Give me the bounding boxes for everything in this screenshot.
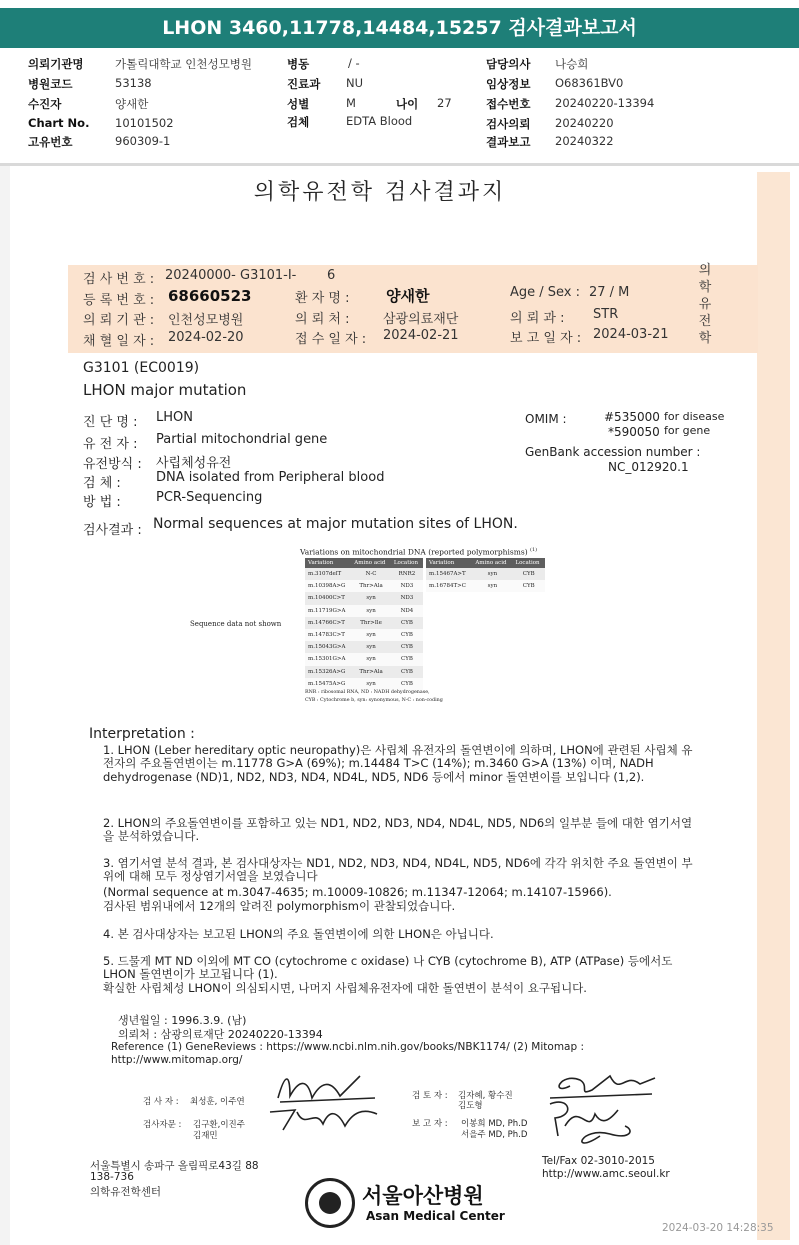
reviewer-label: 검 토 자 : xyxy=(412,1091,448,1101)
gene-label: 유 전 자 : xyxy=(83,437,138,452)
omim-disease-note: for disease xyxy=(664,410,725,423)
req-org: 인천성모병원 xyxy=(168,313,244,328)
age-sex-label: Age / Sex : xyxy=(510,285,581,300)
table-row xyxy=(305,666,423,678)
address-line-2: 138-736 xyxy=(90,1171,134,1183)
reviewer: 김자혜, 황수진 xyxy=(458,1091,513,1101)
reviewer-2: 김도형 xyxy=(458,1101,483,1111)
table-cell: RNR2 xyxy=(391,568,423,580)
table-cell: m.3107delT xyxy=(305,568,351,580)
table-cell: m.15326A>G xyxy=(305,666,351,678)
document-title: 의학유전학 검사결과지 xyxy=(253,180,507,205)
side-margin xyxy=(757,172,790,1240)
table-cell: m.15301G>A xyxy=(305,653,351,665)
label-doctor: 담당의사 xyxy=(486,57,531,71)
label-request-date: 검사의뢰 xyxy=(486,117,531,131)
table-cell: CYB xyxy=(391,617,423,629)
table-footnote-1: RNR : ribosomal RNA, ND : NADH dehydrogenase, xyxy=(305,690,430,695)
table-row xyxy=(305,641,423,653)
table-cell: CYB xyxy=(391,678,423,690)
value-patient: 양새한 xyxy=(115,97,149,111)
recv-date: 2024-02-21 xyxy=(383,328,459,343)
diagnosis: LHON xyxy=(156,410,193,425)
table-cell: m.16784T>C xyxy=(426,580,472,592)
address-line-1: 서울특별시 송파구 올림픽로43길 88 xyxy=(90,1160,259,1172)
patient-name: 양새한 xyxy=(386,287,430,305)
draw-date: 2024-02-20 xyxy=(168,330,244,345)
interpretation-5: 5. 드물게 MT ND 이외에 MT CO (cytochrome c oxidase) 나 CYB (cytochrome B), ATP (ATPase) 등에서도 LHON 돌연변이가 보고됩니다 (1). xyxy=(103,954,673,982)
table-cell: CYB xyxy=(391,666,423,678)
consultant-signature xyxy=(265,1100,385,1136)
col-variation: Variation xyxy=(426,558,472,568)
variation-table-right xyxy=(426,558,545,592)
table-cell: CYB xyxy=(512,568,545,580)
table-cell: syn xyxy=(351,629,391,641)
header-info xyxy=(0,56,799,156)
value-age: 27 xyxy=(437,96,452,110)
table-row xyxy=(305,568,423,580)
table-row xyxy=(305,629,423,641)
col-location: Location xyxy=(391,558,423,568)
reg-no-label: 등 록 번 호 : xyxy=(83,293,155,308)
test-code: G3101 (EC0019) xyxy=(83,360,200,376)
table-cell: m.15475A>G xyxy=(305,678,351,690)
method-label: 방 법 : xyxy=(83,495,121,510)
specimen-label: 검 체 : xyxy=(83,476,121,491)
reporter-label: 보 고 자 : xyxy=(412,1119,448,1129)
interpretation-3: 3. 염기서열 분석 결과, 본 검사대상자는 ND1, ND2, ND3, ND4, ND4L, ND5, ND6에 각각 위치한 주요 돌연변이 부위에 대해 모두 정상염기서열을 보였습니다 xyxy=(103,856,693,884)
value-request-date: 20240220 xyxy=(555,116,614,130)
label-sex: 성별 xyxy=(287,97,310,111)
hospital-name-en: Asan Medical Center xyxy=(366,1209,505,1223)
printed-at: 2024-03-20 14:28:35 xyxy=(662,1222,774,1234)
label-clinical-info: 임상정보 xyxy=(486,77,531,91)
value-clinical-info: O68361BV0 xyxy=(555,76,624,90)
website: http://www.amc.seoul.kr xyxy=(542,1168,670,1180)
value-specimen: EDTA Blood xyxy=(346,114,413,128)
header-divider xyxy=(0,163,799,166)
address-line-3: 의학유전학센터 xyxy=(90,1186,162,1198)
report-date: 2024-03-21 xyxy=(593,327,669,342)
value-sex: M xyxy=(346,96,356,110)
omim-gene-note: for gene xyxy=(664,424,711,437)
interpretation-3-polymorphism: 검사된 범위내에서 12개의 알려진 polymorphism이 관찰되었습니다. xyxy=(103,899,456,913)
table-cell: ND3 xyxy=(391,580,423,592)
interpretation-3-ranges: (Normal sequence at m.3047-4635; m.10009-10826; m.11347-12064; m.14107-15966). xyxy=(103,885,612,899)
table-cell: m.14766C>T xyxy=(305,617,351,629)
table-cell: m.10398A>G xyxy=(305,580,351,592)
omim-disease: #535000 xyxy=(604,410,660,424)
col-amino-acid: Amino acid xyxy=(351,558,391,568)
table-row xyxy=(305,653,423,665)
value-requester-org: 가톨릭대학교 인천성모병원 xyxy=(115,57,252,71)
table-cell: CYB xyxy=(512,580,545,592)
tel-fax: Tel/Fax 02-3010-2015 xyxy=(542,1155,655,1167)
table-cell: ND4 xyxy=(391,605,423,617)
report-date-label: 보 고 일 자 : xyxy=(510,331,582,346)
table-row xyxy=(305,617,423,629)
dept-label: 의 뢰 과 : xyxy=(510,311,565,326)
table-row xyxy=(305,605,423,617)
label-patient: 수진자 xyxy=(28,97,62,111)
interpretation-title: Interpretation : xyxy=(89,726,195,742)
table-cell: N-C xyxy=(351,568,391,580)
value-hospital-code: 53138 xyxy=(115,76,152,90)
label-unique-no: 고유번호 xyxy=(28,135,73,149)
age-sex: 27 / M xyxy=(589,285,630,300)
exam-no: 20240000- G3101-I- xyxy=(165,268,297,283)
reporter: 이봉희 MD, Ph.D xyxy=(461,1119,528,1129)
dept: STR xyxy=(593,307,619,322)
label-age: 나이 xyxy=(396,97,419,111)
consultant: 김구환,이진주 xyxy=(193,1120,245,1130)
table-cell: Thr>Ala xyxy=(351,580,391,592)
name-label: 환 자 명 : xyxy=(295,291,350,306)
table-cell: syn xyxy=(351,641,391,653)
interpretation-4: 4. 본 검사대상자는 보고된 LHON의 주요 돌연변이에 의한 LHON은 아닙니다. xyxy=(103,927,494,941)
table-cell: m.10400C>T xyxy=(305,592,351,604)
table-cell: Thr>Ala xyxy=(351,666,391,678)
consultant-2: 김재민 xyxy=(193,1131,218,1141)
recv-date-label: 접 수 일 자 : xyxy=(295,332,367,347)
table-footnote-2: CYB : Cytochrome b, syn: synonymous, N-C : non-coding xyxy=(305,698,443,703)
label-report-date: 결과보고 xyxy=(486,135,531,149)
label-receipt-no: 접수번호 xyxy=(486,97,531,111)
label-department: 진료과 xyxy=(287,77,321,91)
label-ward: 병동 xyxy=(287,57,310,71)
value-chart-no: 10101502 xyxy=(115,116,174,130)
asan-foundation-logo xyxy=(305,1178,355,1228)
table-cell: Thr>Ile xyxy=(351,617,391,629)
result: Normal sequences at major mutation sites of LHON. xyxy=(153,516,518,532)
table-cell: syn xyxy=(472,568,512,580)
label-chart-no: Chart No. xyxy=(28,116,90,130)
table-row xyxy=(305,678,423,690)
scan-edge xyxy=(0,166,10,1245)
table-row xyxy=(305,592,423,604)
value-receipt-no: 20240220-13394 xyxy=(555,96,655,110)
req-place-label: 의 뢰 처 : xyxy=(295,312,350,327)
value-ward: / - xyxy=(348,56,360,70)
col-amino-acid: Amino acid xyxy=(472,558,512,568)
col-variation: Variation xyxy=(305,558,351,568)
variation-caption: Variations on mitochondrial DNA (reported polymorphisms) $^{(1)}$ xyxy=(300,547,538,557)
reporter-2: 서을주 MD, Ph.D xyxy=(461,1130,528,1140)
table-cell: m.14783C>T xyxy=(305,629,351,641)
value-report-date: 20240322 xyxy=(555,134,614,148)
requester: 의뢰처 : 삼광의료재단 20240220-13394 xyxy=(118,1028,323,1041)
exam-no-suffix: 6 xyxy=(327,268,336,283)
table-row xyxy=(426,568,545,580)
gene: Partial mitochondrial gene xyxy=(156,432,328,447)
value-doctor: 나승희 xyxy=(555,57,589,71)
req-place: 삼광의료재단 xyxy=(383,312,459,327)
reference: Reference (1) GeneReviews : https://www.ncbi.nlm.nih.gov/books/NBK1174/ (2) Mitomap : http://www.mitomap.org/ xyxy=(111,1041,585,1066)
table-cell: m.15043G>A xyxy=(305,641,351,653)
table-cell: ND3 xyxy=(391,592,423,604)
test-name: LHON major mutation xyxy=(83,381,247,399)
omim-gene: *590050 xyxy=(608,425,660,439)
side-vertical-text: 의 학 유 전 학 xyxy=(698,263,712,346)
birth-date: 생년월일 : 1996.3.9. (남) xyxy=(118,1014,247,1027)
specimen: DNA isolated from Peripheral blood xyxy=(156,470,385,485)
req-org-label: 의 뢰 기 관 : xyxy=(83,313,155,328)
table-row xyxy=(426,580,545,592)
table-cell: syn xyxy=(351,605,391,617)
col-location: Location xyxy=(512,558,545,568)
value-department: NU xyxy=(346,76,364,90)
interpretation-5-note: 확실한 사립체성 LHON이 의심되시면, 나머지 사립체유전자에 대한 돌연변이 분석이 요구됩니다. xyxy=(103,981,587,995)
table-cell: CYB xyxy=(391,629,423,641)
table-cell: CYB xyxy=(391,641,423,653)
table-cell: syn xyxy=(472,580,512,592)
inheritance: 사립체성유전 xyxy=(156,456,232,471)
examiner-label: 검 사 자 : xyxy=(143,1097,179,1107)
diagnosis-label: 진 단 명 : xyxy=(83,415,138,430)
consultant-label: 검사자문 : xyxy=(143,1120,182,1130)
table-cell: syn xyxy=(351,678,391,690)
interpretation-1: 1. LHON (Leber hereditary optic neuropathy)은 사립체 유전자의 돌연변이에 의하며, LHON에 관련된 사립체 유전자의 주요돌연변이는 m.11778 G>A (69%); m.14484 T>C (14%); m.3460 G>A (13%) 이며, NADH dehydrogenase (ND)1, ND2, ND3, ND4, ND4L, ND5, ND6 등에서 minor 돌연변이를 보입니다 (1,2). xyxy=(103,743,693,784)
table-cell: syn xyxy=(351,653,391,665)
variation-table-left xyxy=(305,558,423,690)
omim-label: OMIM : xyxy=(525,412,567,426)
genbank-label: GenBank accession number : xyxy=(525,445,701,459)
table-cell: m.15467A>T xyxy=(426,568,472,580)
label-requester-org: 의뢰기관명 xyxy=(28,57,84,71)
report-title: LHON 3460,11778,14484,15257 검사결과보고서 xyxy=(0,8,799,48)
exam-no-label: 검 사 번 호 : xyxy=(83,272,155,287)
result-label: 검사결과 : xyxy=(83,523,142,538)
method: PCR-Sequencing xyxy=(156,490,263,505)
genbank: NC_012920.1 xyxy=(608,460,689,474)
reporter-signature xyxy=(540,1096,660,1156)
draw-date-label: 채 혈 일 자 : xyxy=(83,334,155,349)
examiner: 최성훈, 이주연 xyxy=(190,1097,245,1107)
table-row xyxy=(305,580,423,592)
reg-no: 68660523 xyxy=(168,287,252,305)
sequence-note: Sequence data not shown xyxy=(190,620,282,628)
table-cell: m.11719G>A xyxy=(305,605,351,617)
value-unique-no: 960309-1 xyxy=(115,134,171,148)
label-hospital-code: 병원코드 xyxy=(28,77,73,91)
inheritance-label: 유전방식 : xyxy=(83,457,142,472)
hospital-name: 서울아산병원 xyxy=(362,1184,484,1208)
table-cell: syn xyxy=(351,592,391,604)
table-cell: CYB xyxy=(391,653,423,665)
interpretation-2: 2. LHON의 주요돌연변이를 포함하고 있는 ND1, ND2, ND3, ND4, ND4L, ND5, ND6의 일부분 들에 대한 염기서열을 분석하였습니다. xyxy=(103,816,693,844)
label-specimen: 검체 xyxy=(287,115,310,129)
